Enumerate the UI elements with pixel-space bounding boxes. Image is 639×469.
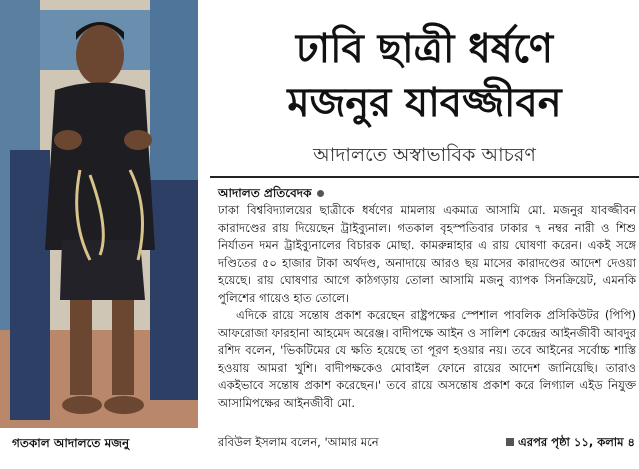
article-last-line: রবিউল ইসলাম বলেন, 'আমার মনে: [218, 435, 379, 449]
news-photo: [0, 0, 198, 428]
byline-text: আদালত প্রতিবেদক: [218, 186, 312, 200]
bullet-icon: [317, 190, 324, 197]
continuation-note: [506, 434, 635, 453]
paragraph: এদিকে রায়ে সন্তোষ প্রকাশ করেছেন রাষ্ট্রপক্ষের স্পেশাল পাবলিক প্রসিকিউটর (পিপি) আফরোজা ফারহানা আহমেদ অরেঞ্জ। বাদীপক্ষে আইন ও সালিশ কেন্দ্রের আইনজীবী আবদুর রশিদ বলেন, 'ভিকটিমের যে ক্ষতি হয়েছে তা পূরণ হওয়ার নয়। তবে আইনের সর্বোচ্চ শাস্তি হওয়ায় আমরা খুশি। বাদীপক্ষকেও মোবাইল ফোনে রায়ের আদেশ জানিয়েছি। তারাও একইভাবে সন্তোষ প্রকাশ করেছেন।' তবে রায়ে অসন্তোষ প্রকাশ করে লিগ্যাল এইড নিযুক্ত আসামিপক্ষের আইনজীবী মো.: [218, 308, 636, 410]
headline-line-1: ঢাবি ছাত্রী ধর্ষণে: [295, 26, 554, 72]
square-bullet-icon: [506, 438, 514, 446]
headline-line-2: মজনুর যাবজ্জীবন: [287, 80, 562, 126]
paragraph: ঢাকা বিশ্ববিদ্যালয়ের ছাত্রীকে ধর্ষণের মামলায় একমাত্র আসামি মো. মজনুর যাবজ্জীবন কারাদণ্ডের রায় দিয়েছেন ট্রাইব্যুনাল। গতকাল বৃহস্পতিবার ঢাকার ৭ নম্বর নারী ও শিশু নির্যাতন দমন ট্রাইব্যুনালের বিচারক মোছা. কামরুন্নাহার এ রায় ঘোষণা করেন। একই সঙ্গে দণ্ডিতের ৫০ হাজার টাকা অর্থদণ্ড, অনাদায়ে আরও ছয় মাসের কারাদণ্ডের আদেশ দেওয়া হয়েছে। রায় ঘোষণার আগে কাঠগড়ায় তোলা আসামি মজনু ব্যাপক সিনক্রিয়েট, এমনকি পুলিশের গায়েও হাত তোলে।: [218, 203, 636, 305]
photo-caption: গতকাল আদালতে মজনু: [12, 436, 130, 450]
article-body: [218, 202, 636, 412]
divider: [210, 176, 639, 178]
photo-illustration: [0, 0, 198, 428]
continuation-text: এরপর পৃষ্ঠা ১১, কলাম ৪: [518, 435, 635, 449]
subheadline: আদালতে অস্বাভাবিক আচরণ: [313, 144, 536, 166]
